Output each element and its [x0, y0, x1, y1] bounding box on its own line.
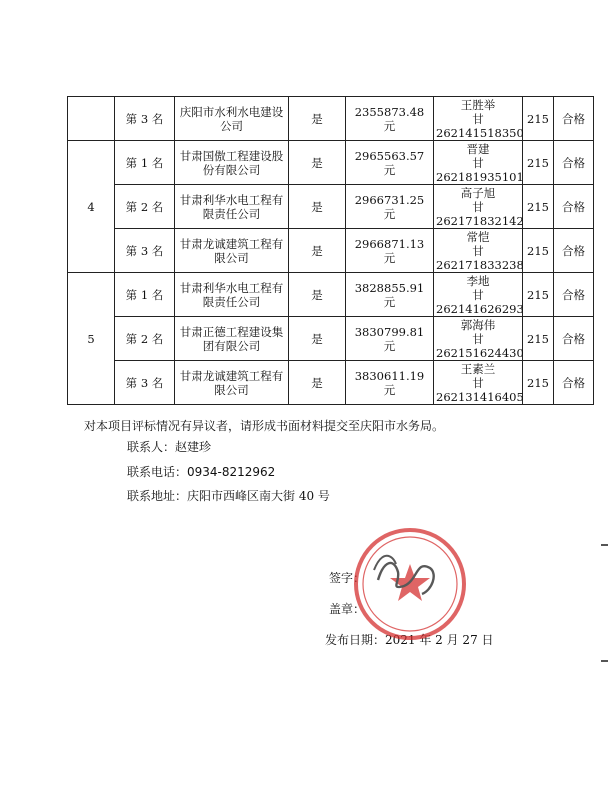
- table-row: [68, 361, 594, 405]
- days-cell: 215: [523, 317, 554, 361]
- publish-date: 发布日期：2021 年 2 月 27 日: [325, 633, 494, 647]
- group-number-cell: 5: [68, 273, 115, 405]
- rank-cell: 第 1 名: [115, 273, 175, 317]
- responsive-cell: 是: [289, 361, 346, 405]
- result-cell: 合格: [554, 317, 594, 361]
- company-seal: [334, 520, 484, 640]
- days-cell: 215: [523, 185, 554, 229]
- rank-cell: 第 3 名: [115, 361, 175, 405]
- edge-mark: [601, 544, 608, 546]
- pm-name: 李地: [466, 273, 490, 288]
- days-cell: 215: [523, 141, 554, 185]
- company-cell: 甘肃正德工程建设集团有限公司: [175, 317, 289, 361]
- pm-name: 常恺: [466, 229, 490, 244]
- result-cell: 合格: [554, 141, 594, 185]
- group-number-cell: 4: [68, 141, 115, 273]
- company-cell: 甘肃龙诚建筑工程有限公司: [175, 229, 289, 273]
- days-cell: 215: [523, 273, 554, 317]
- days-cell: 215: [523, 361, 554, 405]
- price-cell: 3830799.81 元: [346, 317, 434, 361]
- company-cell: 庆阳市水利水电建设公司: [175, 97, 289, 141]
- result-cell: 合格: [554, 185, 594, 229]
- table-row: [68, 185, 594, 229]
- responsive-cell: 是: [289, 141, 346, 185]
- responsive-cell: 是: [289, 273, 346, 317]
- pm-name: 郭海伟: [460, 317, 496, 332]
- price-cell: 2966731.25 元: [346, 185, 434, 229]
- result-cell: 合格: [554, 97, 594, 141]
- table-row: [68, 317, 594, 361]
- project-manager-cell: [434, 229, 523, 273]
- company-cell: 甘肃利华水电工程有限责任公司: [175, 273, 289, 317]
- table-row: [68, 273, 594, 317]
- company-cell: 甘肃龙诚建筑工程有限公司: [175, 361, 289, 405]
- result-cell: 合格: [554, 273, 594, 317]
- days-cell: 215: [523, 97, 554, 141]
- price-cell: 3830611.19 元: [346, 361, 434, 405]
- price-cell: 2966871.13 元: [346, 229, 434, 273]
- company-cell: 甘肃利华水电工程有限责任公司: [175, 185, 289, 229]
- pm-name: 王胜举: [460, 97, 496, 112]
- project-manager-cell: [434, 141, 523, 185]
- responsive-cell: 是: [289, 185, 346, 229]
- project-manager-cell: [434, 361, 523, 405]
- responsive-cell: 是: [289, 97, 346, 141]
- group-number-cell: [68, 97, 115, 141]
- table-row: [68, 229, 594, 273]
- pm-name: 王素兰: [460, 361, 496, 376]
- project-manager-cell: [434, 97, 523, 141]
- objection-notice: 对本项目评标情况有异议者，请形成书面材料提交至庆阳市水务局。: [84, 419, 445, 433]
- pm-name: 高子旭: [460, 185, 496, 200]
- result-cell: 合格: [554, 361, 594, 405]
- project-manager-cell: [434, 185, 523, 229]
- rank-cell: 第 3 名: [115, 229, 175, 273]
- rank-cell: 第 2 名: [115, 317, 175, 361]
- days-cell: 215: [523, 229, 554, 273]
- project-manager-cell: [434, 317, 523, 361]
- pm-cert: 甘 262171832142: [436, 199, 524, 228]
- rank-cell: 第 2 名: [115, 185, 175, 229]
- sign-label: 签字：: [329, 571, 366, 585]
- project-manager-cell: [434, 273, 523, 317]
- pm-cert: 甘 262151624430: [436, 331, 524, 360]
- pm-name: 晋建: [466, 141, 490, 156]
- result-cell: 合格: [554, 229, 594, 273]
- contact-address: 联系地址：庆阳市西峰区南大街 40 号: [127, 489, 330, 503]
- pm-cert: 甘 262141518350: [436, 111, 524, 140]
- pm-cert: 甘 262131416405: [436, 375, 524, 404]
- price-cell: 2355873.48 元: [346, 97, 434, 141]
- table-row: [68, 141, 594, 185]
- contact-phone: 联系电话：0934-8212962: [127, 465, 276, 479]
- responsive-cell: 是: [289, 317, 346, 361]
- contact-person: 联系人：赵建珍: [127, 440, 212, 454]
- rank-cell: 第 3 名: [115, 97, 175, 141]
- pm-cert: 甘 262141626293: [436, 287, 524, 316]
- rank-cell: 第 1 名: [115, 141, 175, 185]
- responsive-cell: 是: [289, 229, 346, 273]
- stamp-label: 盖章：: [329, 602, 366, 616]
- price-cell: 3828855.91 元: [346, 273, 434, 317]
- pm-cert: 甘 262181935101: [436, 155, 524, 184]
- table-row: [68, 97, 594, 141]
- evaluation-results-table: [67, 96, 594, 405]
- pm-cert: 甘 262171833238: [436, 243, 524, 272]
- edge-mark: [601, 660, 608, 662]
- price-cell: 2965563.57 元: [346, 141, 434, 185]
- company-cell: 甘肃国傲工程建设股份有限公司: [175, 141, 289, 185]
